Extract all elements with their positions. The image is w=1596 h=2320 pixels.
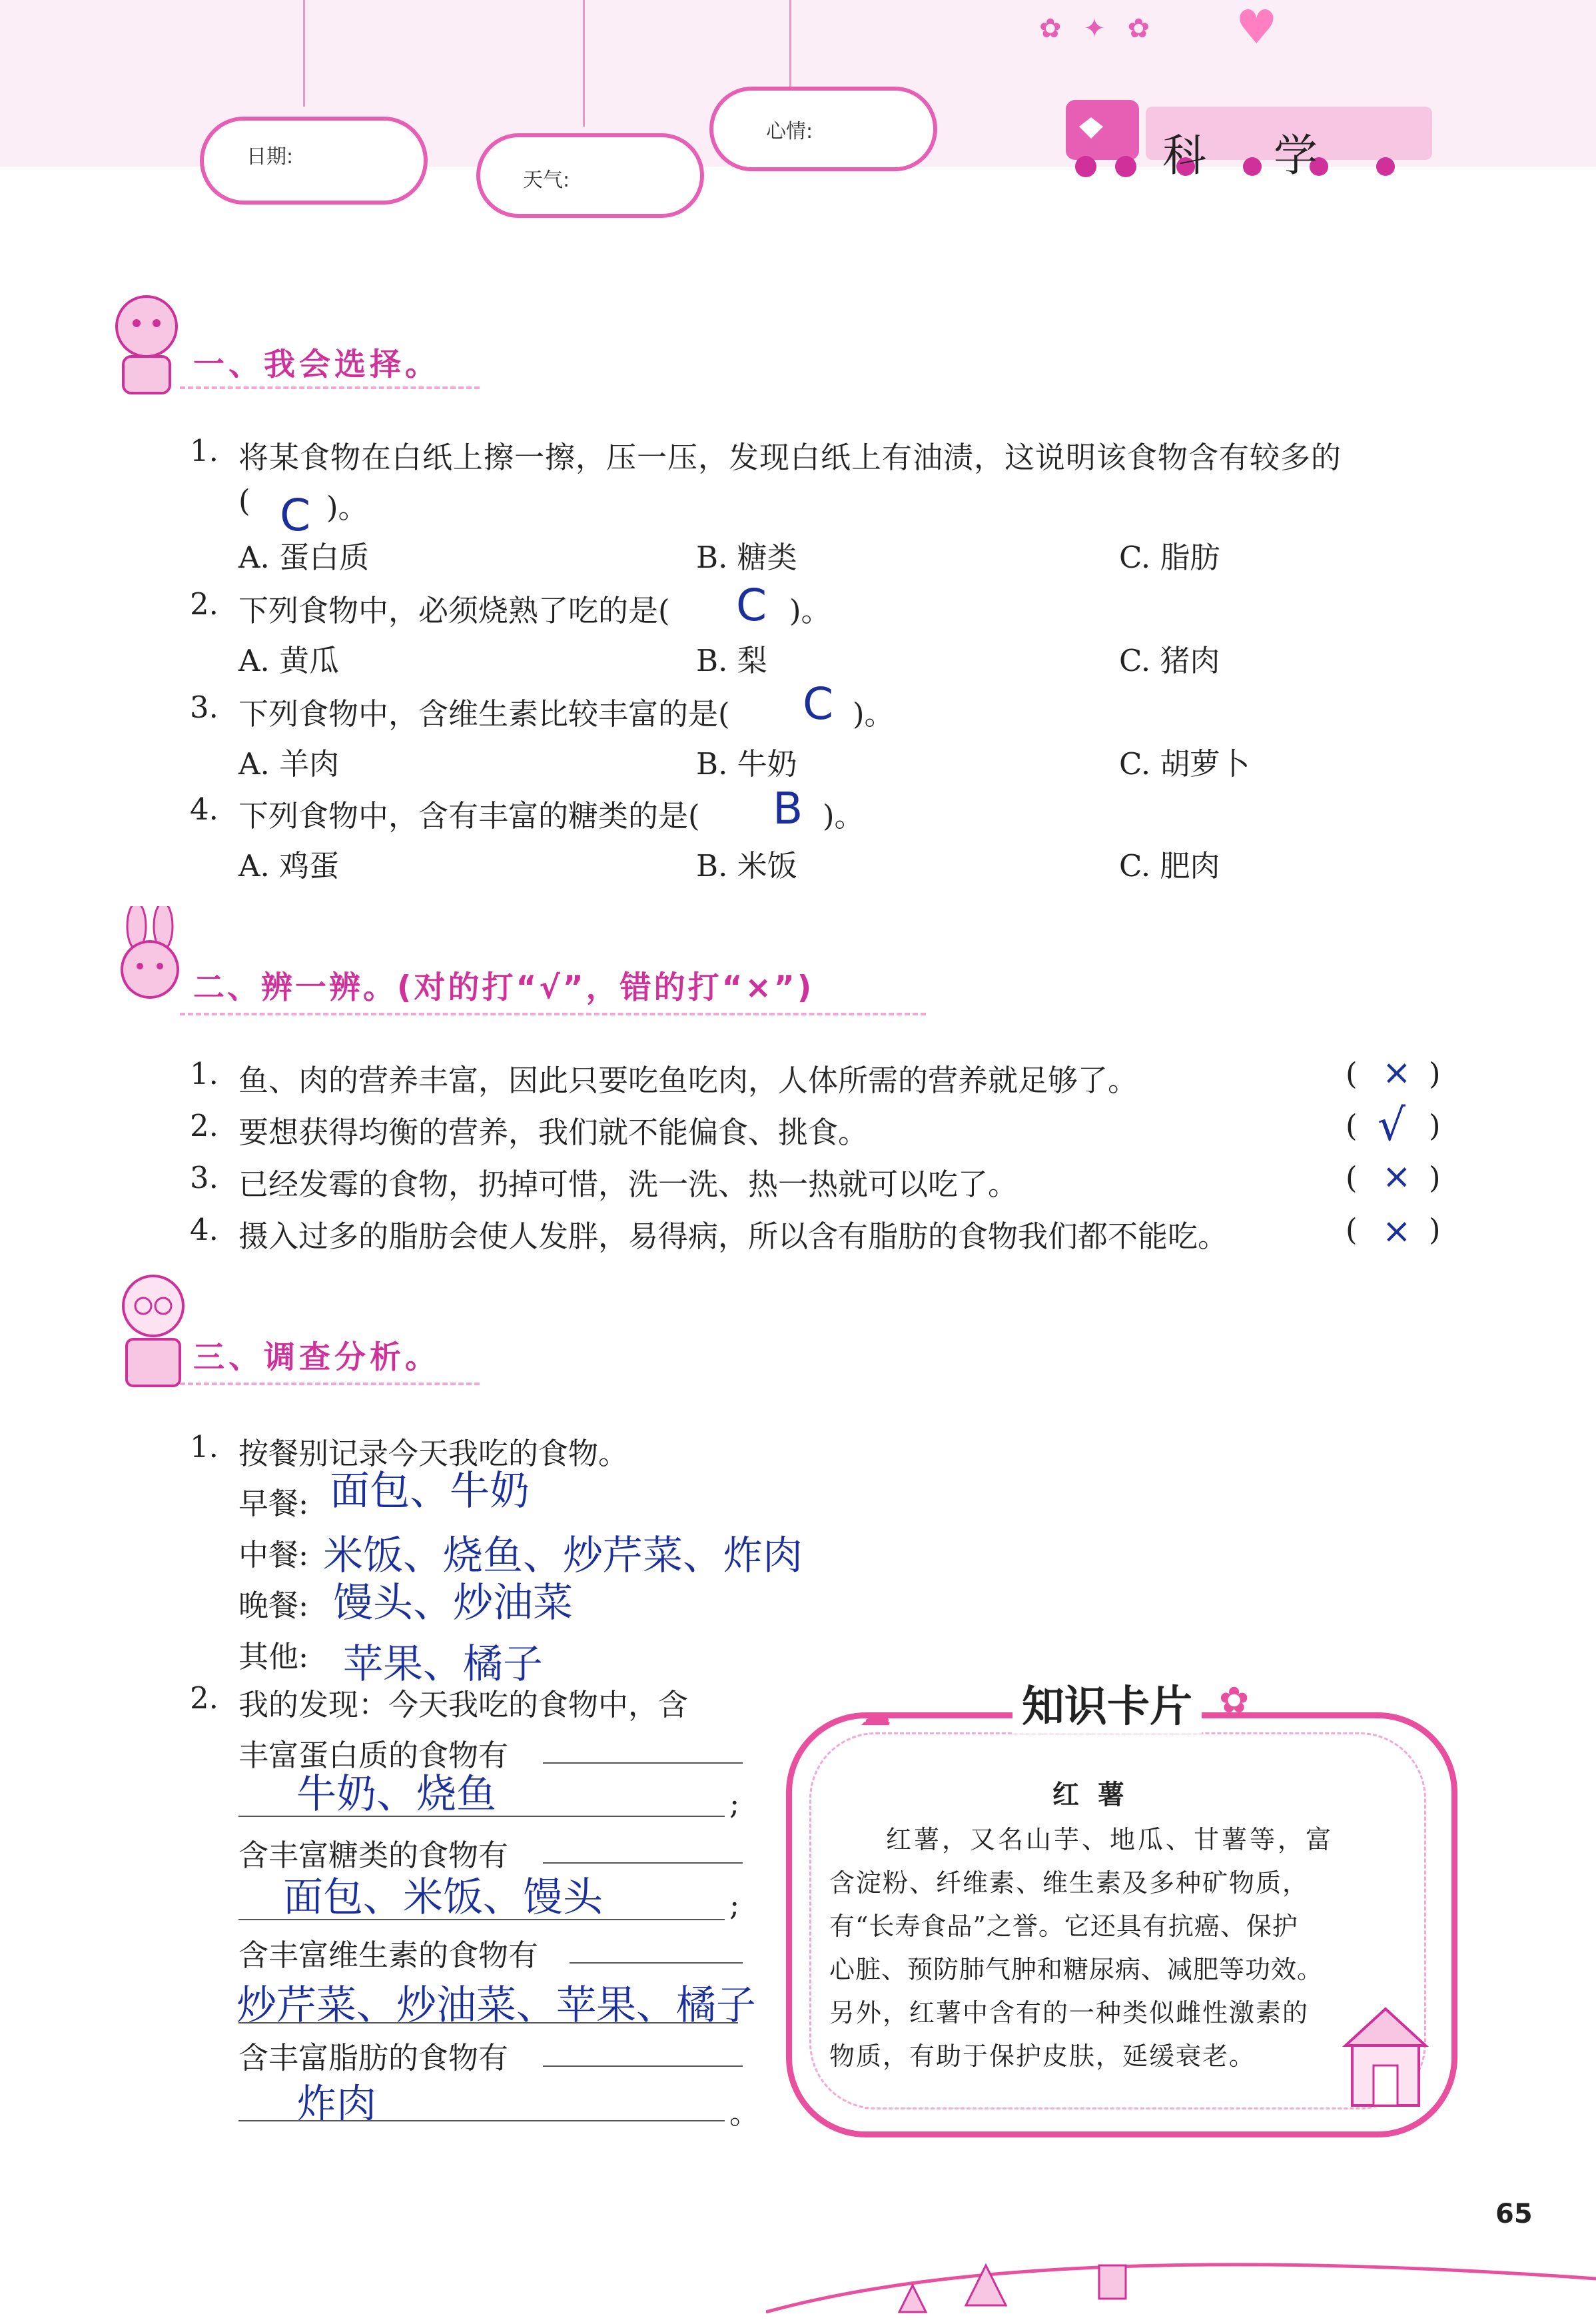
meal-label: 晚餐: [238, 1588, 309, 1623]
finding-label: 含丰富糖类的食物有 [238, 1838, 509, 1873]
option-a: A. 羊肉 [238, 746, 340, 782]
section3-title: 三、调查分析。 [193, 1339, 440, 1376]
judge-text: 摄入过多的脂肪会使人发胖，易得病，所以含有脂肪的食物我们都不能吃。 [238, 1219, 1228, 1254]
answer-line [543, 1862, 743, 1864]
flower-icon: ✿ [1219, 1679, 1250, 1721]
paren-open: ( [1346, 1056, 1358, 1091]
answer-line [238, 2022, 738, 2024]
date-cloud [200, 117, 428, 205]
meal-label: 其他: [238, 1639, 309, 1674]
finding-answer: 炸肉 [296, 2081, 376, 2127]
question-text: 下列食物中，含维生素比较丰富的是( [238, 696, 730, 732]
answer-line [238, 1816, 725, 1817]
question-number: 1. [190, 1429, 218, 1464]
heart-icon: ♥ [1236, 0, 1278, 55]
cloud-string [303, 0, 305, 107]
paren-close: ) [1429, 1056, 1441, 1091]
paren-open: ( [1346, 1108, 1358, 1143]
option-c: C. 胡萝卜 [1119, 746, 1250, 782]
question-text: 将某食物在白纸上擦一擦，压一压，发现白纸上有油渍，这说明该食物含有较多的 [238, 440, 1342, 475]
paren-close: )。 [823, 798, 865, 834]
question-text: 我的发现：今天我吃的食物中，含 [238, 1687, 689, 1722]
paren-open: ( [1346, 1160, 1358, 1195]
question-number: 2. [190, 1680, 218, 1716]
option-c: C. 肥肉 [1119, 848, 1220, 883]
judge-number: 2. [190, 1108, 218, 1143]
knowledge-line: 有“长寿食品”之誉。它还具有抗癌、保护 [829, 1912, 1298, 1941]
option-a: A. 蛋白质 [238, 540, 370, 575]
option-a: A. 鸡蛋 [238, 848, 340, 883]
knowledge-line: 含淀粉、纤维素、维生素及多种矿物质， [829, 1868, 1310, 1898]
knowledge-line: 另外，红薯中含有的一种类似雌性激素的 [829, 1998, 1310, 2028]
finding-label: 丰富蛋白质的食物有 [238, 1738, 509, 1773]
answer-line [238, 2120, 725, 2121]
judge-number: 4. [190, 1212, 218, 1247]
section-underline [180, 1013, 926, 1015]
section2-title: 二、辨一辨。(对的打“√”，错的打“×”) [193, 969, 815, 1006]
answer-line [543, 2065, 743, 2067]
page-number: 65 [1495, 2199, 1533, 2229]
option-b: B. 米饭 [696, 848, 797, 883]
house-icon [1339, 1999, 1432, 2112]
question-number: 3. [190, 690, 218, 725]
option-c: C. 猪肉 [1119, 643, 1220, 678]
paren-close: )。 [853, 696, 895, 732]
paren-close: )。 [789, 593, 831, 628]
question-text: 下列食物中，必须烧熟了吃的是( [238, 593, 670, 628]
knowledge-line: 心脏、预防肺气肿和糖尿病、减肥等功效。 [829, 1955, 1324, 1984]
judge-answer: × [1382, 1053, 1411, 1093]
judge-number: 1. [190, 1056, 218, 1091]
paren-open: ( [1346, 1212, 1358, 1247]
judge-answer: × [1382, 1211, 1411, 1251]
knowledge-title: 红 薯 [1052, 1779, 1124, 1810]
subject-title: 科 学 [1162, 130, 1344, 181]
judge-answer: × [1382, 1157, 1411, 1197]
section-underline [180, 1383, 480, 1385]
paren-close: ) [1429, 1212, 1441, 1247]
question-number: 1. [190, 433, 218, 468]
meal-answer: 面包、牛奶 [330, 1468, 530, 1514]
judge-number: 3. [190, 1160, 218, 1195]
weather-cloud [476, 133, 704, 218]
finding-label: 含丰富维生素的食物有 [238, 1938, 539, 1973]
finding-end: ; [729, 1786, 740, 1821]
option-a: A. 黄瓜 [238, 643, 340, 678]
answer-line [238, 1919, 725, 1920]
finding-answer: 面包、米饭、馒头 [283, 1874, 603, 1921]
bunny-icon [107, 906, 193, 1019]
option-b: B. 梨 [696, 643, 767, 678]
knowledge-line: 物质，有助于保护皮肤，延缓衰老。 [829, 2041, 1256, 2071]
meal-label: 早餐: [238, 1486, 309, 1521]
finding-answer: 炒芹菜、炒油菜、苹果、橘子 [236, 1982, 756, 2029]
mascot-icon [100, 280, 193, 400]
question-number: 2. [190, 586, 218, 622]
option-b: B. 牛奶 [696, 746, 797, 782]
answer-line [543, 1762, 743, 1764]
paren-close: ) [1429, 1108, 1441, 1143]
judge-answer: √ [1378, 1099, 1406, 1151]
paren-open: ( [238, 483, 250, 518]
answer-handwritten: C [280, 490, 311, 541]
finding-end: ; [729, 1887, 740, 1922]
finding-answer: 牛奶、烧鱼 [296, 1771, 496, 1818]
scientist-mascot-icon [107, 1266, 200, 1393]
footer-decoration [766, 2199, 1596, 2317]
section-underline [180, 386, 480, 389]
answer-line [570, 1962, 743, 1964]
star-decoration-icon: ✿ ✦ ✿ [1039, 13, 1156, 44]
mood-label: 心情: [766, 120, 813, 143]
knowledge-banner: 知识卡片 [1012, 1672, 1202, 1734]
answer-handwritten: C [736, 580, 767, 631]
paren-close: ) [1429, 1160, 1441, 1195]
question-text: 下列食物中，含有丰富的糖类的是( [238, 798, 700, 834]
section1-title: 一、我会选择。 [193, 346, 440, 383]
date-label: 日期: [246, 145, 294, 169]
meal-answer: 米饭、烧鱼、炒芹菜、炸肉 [323, 1532, 803, 1579]
judge-text: 已经发霉的食物，扔掉可惜，洗一洗、热一热就可以吃了。 [238, 1167, 1018, 1202]
option-b: B. 糖类 [696, 540, 797, 575]
judge-text: 鱼、肉的营养丰富，因此只要吃鱼吃肉，人体所需的营养就足够了。 [238, 1063, 1138, 1098]
judge-text: 要想获得均衡的营养，我们就不能偏食、挑食。 [238, 1115, 869, 1150]
meal-answer: 馒头、炒油菜 [333, 1580, 573, 1626]
option-c: C. 脂肪 [1119, 540, 1220, 575]
weather-label: 天气: [523, 169, 570, 192]
cloud-decoration-icon: ☁ [859, 1696, 891, 1733]
cloud-string [789, 0, 791, 87]
meal-label: 中餐: [238, 1537, 309, 1572]
answer-handwritten: C [803, 678, 834, 730]
finding-end: 。 [729, 2095, 760, 2131]
mood-cloud [709, 87, 937, 171]
answer-handwritten: B [773, 783, 803, 834]
cloud-string [583, 0, 585, 127]
finding-label: 含丰富脂肪的食物有 [238, 2040, 509, 2075]
knowledge-line: 红薯，又名山芋、地瓜、甘薯等，富 [886, 1825, 1334, 1854]
paren-close: )。 [326, 490, 368, 525]
question-text: 按餐别记录今天我吃的食物。 [238, 1436, 629, 1471]
meal-answer: 苹果、橘子 [343, 1641, 543, 1688]
question-number: 4. [190, 792, 218, 827]
